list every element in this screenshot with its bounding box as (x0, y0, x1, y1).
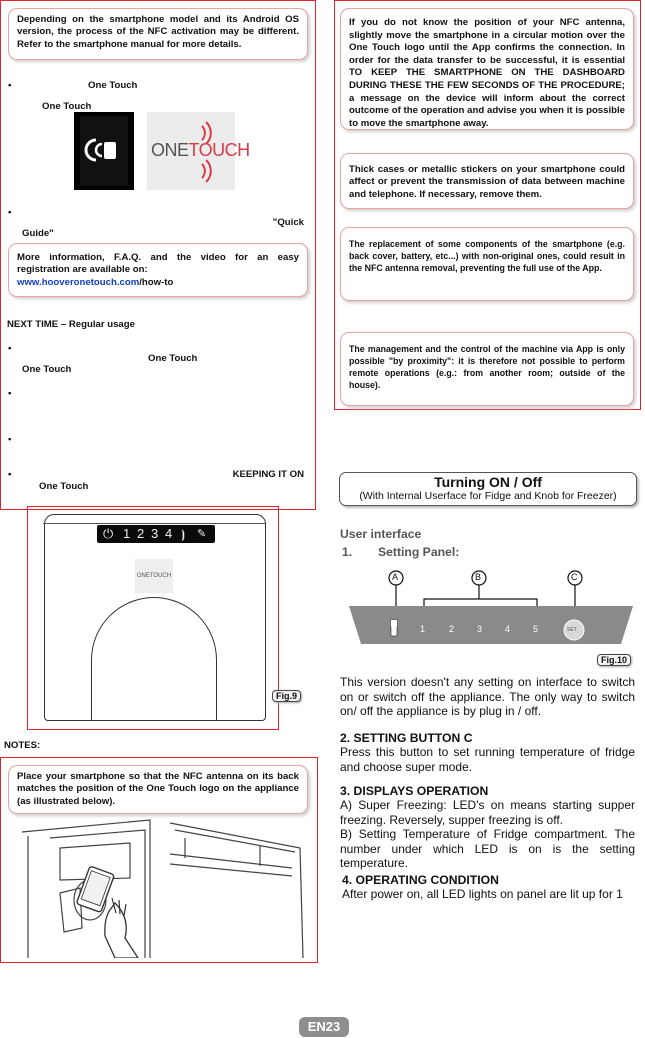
paragraph-setting-button: Press this button to set running temperature of fridge and choose super mode. (340, 745, 635, 774)
bullet-3: • One Touch One Touch (8, 343, 198, 375)
setting-panel-number: 1. (342, 545, 353, 559)
setting-panel-illustration (345, 568, 635, 650)
placement-note: Place your smartphone so that the NFC antenna on its back matches the position of the One Touch logo on the appliance (as illustrated below). (8, 765, 308, 814)
banner-title: Turning ON / Off (434, 474, 542, 490)
bullet-1: • One Touch One Touch (8, 80, 138, 112)
fig10-label: Fig.10 (597, 654, 631, 666)
bullet-1-term-a: One Touch (88, 80, 138, 91)
panel-digit-4: 4 (505, 624, 511, 634)
paragraph-super-freezing: A) Super Freezing: LED's on means starting supper freezing. Reversely, supper freezing is off. (340, 798, 635, 827)
turning-onoff-banner (339, 472, 637, 506)
hoover-onetouch-link[interactable]: www.hooveronetouch.com (17, 276, 140, 288)
paragraph-fridge-temp: B) Setting Temperature of Fridge compartment. The number under which LED is on is the setting temperature. (340, 827, 635, 871)
nfc-phone-icon (74, 112, 134, 190)
fridge-onetouch-logo: ONETOUCH (135, 559, 173, 593)
next-time-heading: NEXT TIME – Regular usage (7, 319, 135, 330)
callout-c: C (571, 572, 578, 582)
cases-note: Thick cases or metallic stickers on your smartphone could affect or prevent the transmission of data between machine and telephone. If necessary, remove them. (340, 153, 634, 209)
fridge-control-panel: ⏻ 1 2 3 4 ⦘ ✎ (97, 525, 215, 543)
setting-button-c-heading: 2. SETTING BUTTON C (340, 731, 473, 745)
android-note: Depending on the smartphone model and its Android OS version, the process of the NFC activation may be different. Refer to the smartphone manual for more details. (8, 8, 308, 60)
fig9-label: Fig.9 (272, 690, 301, 702)
notes-label: NOTES: (4, 740, 41, 751)
phone-tap-icon: ✎ (197, 528, 207, 540)
bullet-2: • "Quick Guide" (8, 207, 304, 239)
panel-digit-1: 1 (420, 624, 426, 634)
more-info-note: More information, F.A.Q. and the video for an easy registration are available on: www.hooveronetouch.com/how-to (8, 243, 308, 297)
setting-panel-heading: Setting Panel: (378, 545, 460, 559)
smartphone-placement-illustration (20, 818, 305, 958)
callout-a: A (392, 572, 399, 582)
proximity-note: The management and the control of the machine via App is only possible "by proximity": it is therefore not possible to perform remote operations (e.g.: from another room; outside of the house). (340, 332, 634, 406)
replacement-note: The replacement of some components of the smartphone (e.g. back cover, battery, etc...) with non-original ones, could result in the NFC antenna removal, preventing the full use of the App. (340, 227, 634, 301)
fridge-illustration (44, 514, 266, 721)
displays-operation-heading: 3. DISPLAYS OPERATION (340, 784, 489, 798)
panel-digit-3: 3 (477, 624, 483, 634)
nfc-icon: ⦘ (181, 527, 185, 541)
callout-b: B (475, 572, 482, 582)
bullet-1-term-b: One Touch (42, 101, 92, 112)
user-interface-heading: User interface (340, 527, 422, 541)
paragraph-operating-condition: After power on, all LED lights on panel are lit up for 1 (342, 887, 623, 901)
panel-digit-2: 2 (449, 624, 455, 634)
panel-digit-5: 5 (533, 624, 539, 634)
power-icon: ⏻ (103, 526, 114, 541)
antenna-note: If you do not know the position of your NFC antenna, slightly move the smartphone in a circular motion over the One Touch logo until the App confirms the connection. In order for the data transfer to be successful, it is essential TO KEEP THE SMARTPHONE ON THE DASHBOARD DURING THESE THE FEW SECONDS OF THE PROCEDURE; a message on the device will inform about the correct outcome of the operation and advise you when it is possible to move the smartphone away. (340, 8, 634, 130)
fridge-door-arch (91, 597, 217, 721)
onetouch-logo-icon: ONETOUCH (147, 112, 235, 190)
bullet-6: • KEEPING IT ON One Touch (8, 469, 304, 492)
paragraph-onoff: This version doesn't any setting on interface to switch on or switch off the appliance. The only way to switch on/ off the appliance is by plug in / off. (340, 675, 635, 719)
set-button[interactable]: SET (567, 627, 577, 633)
banner-subtitle: (With Internal Userface for Fidge and Knob for Freezer) (359, 490, 617, 502)
operating-condition-heading: 4. OPERATING CONDITION (342, 873, 499, 887)
page-number-badge: EN23 (299, 1017, 349, 1037)
